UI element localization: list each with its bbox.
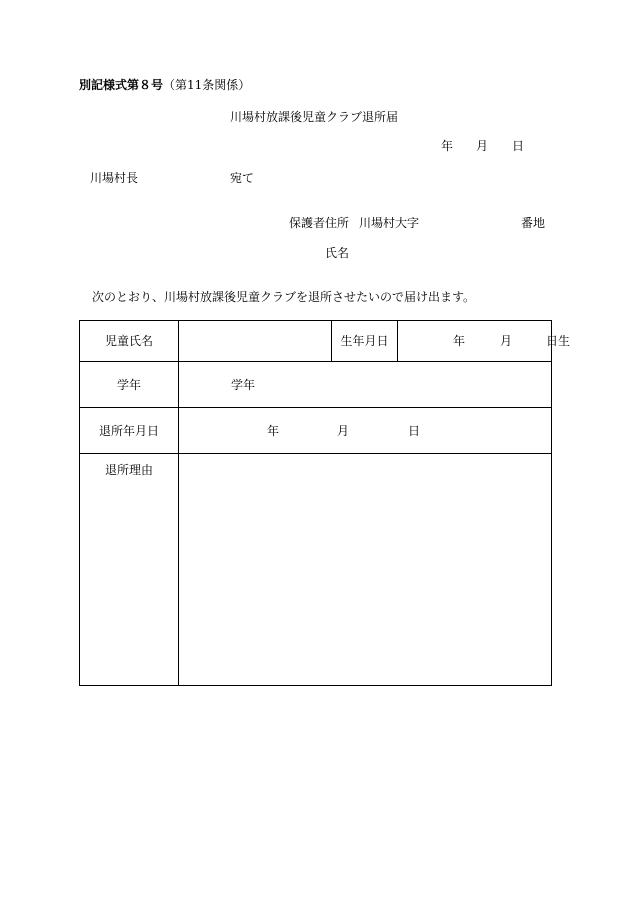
- child-name-field[interactable]: [179, 321, 332, 362]
- grade-field[interactable]: [179, 362, 552, 408]
- child-name-label: 児童氏名: [80, 321, 179, 362]
- grade-label: 学年: [80, 362, 179, 408]
- grade-suffix: 学年: [231, 377, 256, 392]
- leave-date-day: 日: [408, 423, 421, 438]
- leave-date-label: 退所年月日: [80, 408, 179, 454]
- form-article-reference: （第11条関係）: [163, 78, 251, 92]
- statement-text: 次のとおり、川場村放課後児童クラブを退所させたいので届け出ます。: [92, 290, 476, 304]
- submission-date-day: 日: [512, 139, 525, 153]
- addressee-name: 川場村長: [90, 171, 139, 185]
- birth-date-day: 日生: [546, 334, 571, 348]
- leave-date-year: 年: [267, 423, 280, 438]
- form-number: 別記様式第８号: [79, 78, 164, 92]
- guardian-address-village: 川場村大字: [359, 216, 420, 230]
- table-row-child-name: [80, 321, 552, 362]
- leave-date-month: 月: [337, 423, 350, 438]
- guardian-name-label: 氏名: [325, 246, 350, 260]
- table-row-grade: [80, 362, 552, 408]
- reason-label: 退所理由: [80, 454, 179, 686]
- guardian-address-label: 保護者住所: [289, 216, 350, 230]
- guardian-address-banchi: 番地: [521, 216, 546, 230]
- form-number-heading: [79, 79, 250, 91]
- reason-field[interactable]: [179, 454, 552, 686]
- addressee-suffix: 宛て: [230, 171, 255, 185]
- document-title: 川場村放課後児童クラブ退所届: [230, 110, 399, 124]
- birth-date-label: 生年月日: [332, 321, 398, 362]
- submission-date-month: 月: [476, 139, 489, 153]
- leave-date-field[interactable]: [179, 408, 552, 454]
- submission-date-year: 年: [441, 139, 454, 153]
- birth-date-month: 月: [500, 334, 513, 348]
- birth-date-field[interactable]: [398, 321, 571, 362]
- withdrawal-form-table: [79, 320, 571, 686]
- birth-date-year: 年: [453, 334, 466, 348]
- table-row-reason: [80, 454, 552, 686]
- table-row-leave-date: [80, 408, 552, 454]
